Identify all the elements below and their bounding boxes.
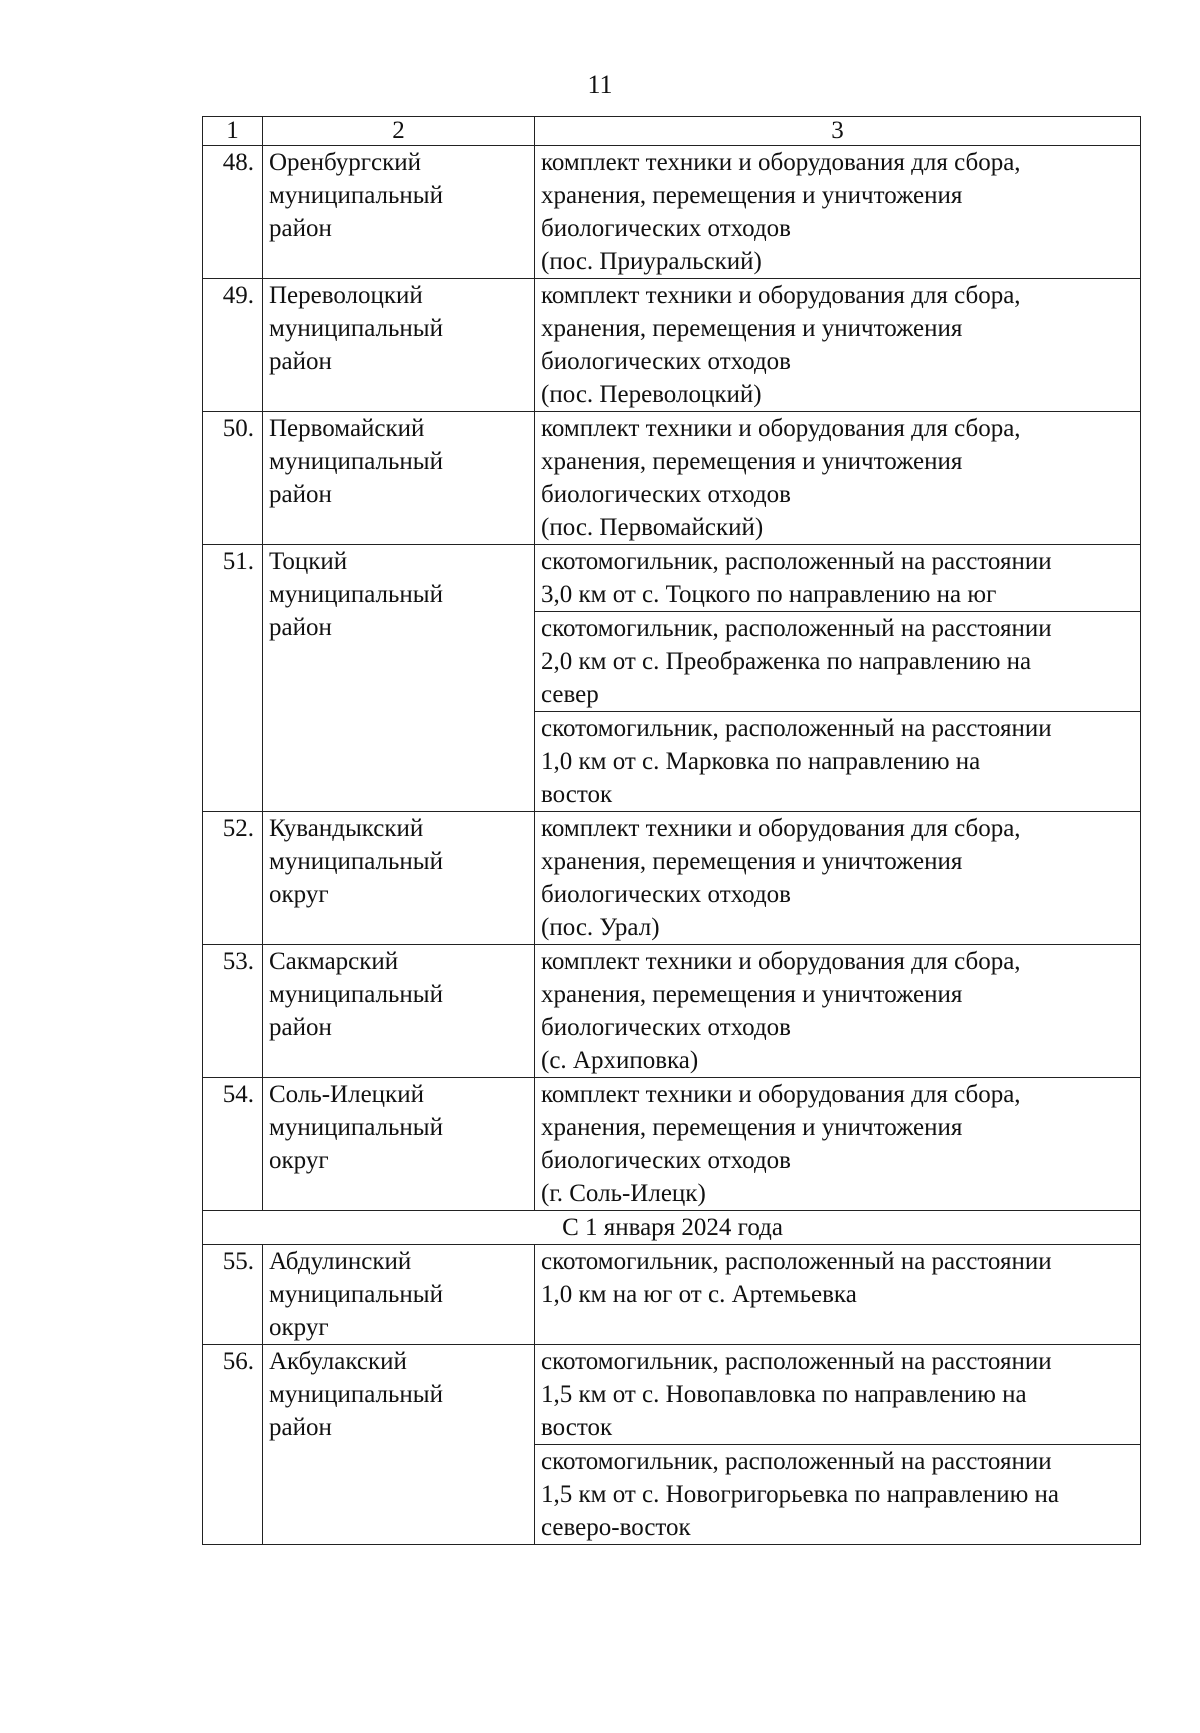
table-row xyxy=(203,146,1141,279)
facility-description xyxy=(535,279,1141,412)
text-line: Первомайский xyxy=(269,415,425,442)
district-name xyxy=(263,1345,535,1545)
text-line: хранения, перемещения и уничтожения xyxy=(541,448,963,475)
text-line: район xyxy=(269,614,332,641)
facilities-table xyxy=(202,116,1141,1545)
text-line: биологических отходов xyxy=(541,881,791,908)
text-line: биологических отходов xyxy=(541,481,791,508)
row-number: 55. xyxy=(203,1245,263,1345)
text-line: 1,5 км от с. Новопавловка по направлению на xyxy=(541,1381,1027,1408)
facility-description xyxy=(535,146,1141,279)
text-line: район xyxy=(269,215,332,242)
text-line: восток xyxy=(541,781,613,808)
text-line: (пос. Переволоцкий) xyxy=(541,381,762,408)
district-name xyxy=(263,545,535,812)
text-line: муниципальный xyxy=(269,981,443,1008)
header-col-number: 1 xyxy=(203,117,263,146)
text-line: хранения, перемещения и уничтожения xyxy=(541,981,963,1008)
district-name xyxy=(263,945,535,1078)
table-row xyxy=(203,412,1141,545)
text-line: 3,0 км от с. Тоцкого по направлению на юг xyxy=(541,581,997,608)
text-line: округ xyxy=(269,881,329,908)
text-line: Переволоцкий xyxy=(269,282,423,309)
row-number: 48. xyxy=(203,146,263,279)
text-line: муниципальный xyxy=(269,848,443,875)
text-line: скотомогильник, расположенный на расстоянии xyxy=(541,715,1052,742)
text-line: муниципальный xyxy=(269,1381,443,1408)
text-line: Соль-Илецкий xyxy=(269,1081,424,1108)
row-number: 51. xyxy=(203,545,263,812)
section-heading: С 1 января 2024 года xyxy=(203,1211,1141,1245)
district-name xyxy=(263,279,535,412)
text-line: (пос. Урал) xyxy=(541,914,660,941)
row-number: 49. xyxy=(203,279,263,412)
text-line: (г. Соль-Илецк) xyxy=(541,1180,706,1207)
text-line: биологических отходов xyxy=(541,1014,791,1041)
facility-description xyxy=(535,812,1141,945)
text-line: муниципальный xyxy=(269,315,443,342)
text-line: Сакмарский xyxy=(269,948,399,975)
text-line: скотомогильник, расположенный на расстоянии xyxy=(541,548,1052,575)
facility-description xyxy=(535,945,1141,1078)
text-line: округ xyxy=(269,1314,329,1341)
text-line: 1,5 км от с. Новогригорьевка по направлению на xyxy=(541,1481,1059,1508)
table-row xyxy=(203,1345,1141,1445)
text-line: хранения, перемещения и уничтожения xyxy=(541,315,963,342)
facility-description xyxy=(535,412,1141,545)
text-line: муниципальный xyxy=(269,581,443,608)
text-line: биологических отходов xyxy=(541,348,791,375)
table-row xyxy=(203,812,1141,945)
text-line: хранения, перемещения и уничтожения xyxy=(541,848,963,875)
text-line: комплект техники и оборудования для сбора, xyxy=(541,282,1021,309)
text-line: восток xyxy=(541,1414,613,1441)
text-line: скотомогильник, расположенный на расстоянии xyxy=(541,1248,1052,1275)
table-row xyxy=(203,1245,1141,1345)
text-line: хранения, перемещения и уничтожения xyxy=(541,1114,963,1141)
table-row xyxy=(203,1078,1141,1211)
row-number: 52. xyxy=(203,812,263,945)
text-line: 2,0 км от с. Преображенка по направлению на xyxy=(541,648,1032,675)
table-row xyxy=(203,545,1141,612)
header-col-district: 2 xyxy=(263,117,535,146)
text-line: район xyxy=(269,481,332,508)
facility-description xyxy=(535,612,1141,712)
district-name xyxy=(263,1078,535,1211)
text-line: 1,0 км от с. Марковка по направлению на xyxy=(541,748,981,775)
text-line: Тоцкий xyxy=(269,548,348,575)
facility-description xyxy=(535,1245,1141,1345)
text-line: Акбулакский xyxy=(269,1348,407,1375)
district-name xyxy=(263,1245,535,1345)
text-line: север xyxy=(541,681,599,708)
text-line: Кувандыкский xyxy=(269,815,424,842)
text-line: Оренбургский xyxy=(269,149,422,176)
row-number: 54. xyxy=(203,1078,263,1211)
section-row xyxy=(203,1211,1141,1245)
page-number: 11 xyxy=(587,70,613,99)
table-header-row xyxy=(203,117,1141,146)
row-number: 50. xyxy=(203,412,263,545)
text-line: муниципальный xyxy=(269,182,443,209)
text-line: скотомогильник, расположенный на расстоянии xyxy=(541,1348,1052,1375)
text-line: комплект техники и оборудования для сбора, xyxy=(541,415,1021,442)
text-line: биологических отходов xyxy=(541,1147,791,1174)
district-name xyxy=(263,412,535,545)
facility-description xyxy=(535,545,1141,612)
text-line: хранения, перемещения и уничтожения xyxy=(541,182,963,209)
text-line: муниципальный xyxy=(269,1114,443,1141)
facility-description xyxy=(535,1445,1141,1545)
text-line: округ xyxy=(269,1147,329,1174)
text-line: комплект техники и оборудования для сбора, xyxy=(541,149,1021,176)
text-line: северо-восток xyxy=(541,1514,691,1541)
text-line: комплект техники и оборудования для сбора, xyxy=(541,1081,1021,1108)
facility-description xyxy=(535,1078,1141,1211)
row-number: 56. xyxy=(203,1345,263,1545)
text-line: скотомогильник, расположенный на расстоянии xyxy=(541,1448,1052,1475)
district-name xyxy=(263,146,535,279)
text-line: район xyxy=(269,1014,332,1041)
text-line: (пос. Первомайский) xyxy=(541,514,764,541)
text-line: муниципальный xyxy=(269,1281,443,1308)
text-line: район xyxy=(269,348,332,375)
text-line: (пос. Приуральский) xyxy=(541,248,762,275)
text-line: муниципальный xyxy=(269,448,443,475)
text-line: (с. Архиповка) xyxy=(541,1047,699,1074)
text-line: 1,0 км на юг от с. Артемьевка xyxy=(541,1281,857,1308)
facility-description xyxy=(535,1345,1141,1445)
text-line: район xyxy=(269,1414,332,1441)
table-row xyxy=(203,279,1141,412)
row-number: 53. xyxy=(203,945,263,1078)
facility-description xyxy=(535,712,1141,812)
text-line: скотомогильник, расположенный на расстоянии xyxy=(541,615,1052,642)
text-line: комплект техники и оборудования для сбора, xyxy=(541,948,1021,975)
header-col-facility: 3 xyxy=(535,117,1141,146)
text-line: биологических отходов xyxy=(541,215,791,242)
table-row xyxy=(203,945,1141,1078)
text-line: Абдулинский xyxy=(269,1248,412,1275)
text-line: комплект техники и оборудования для сбора, xyxy=(541,815,1021,842)
district-name xyxy=(263,812,535,945)
